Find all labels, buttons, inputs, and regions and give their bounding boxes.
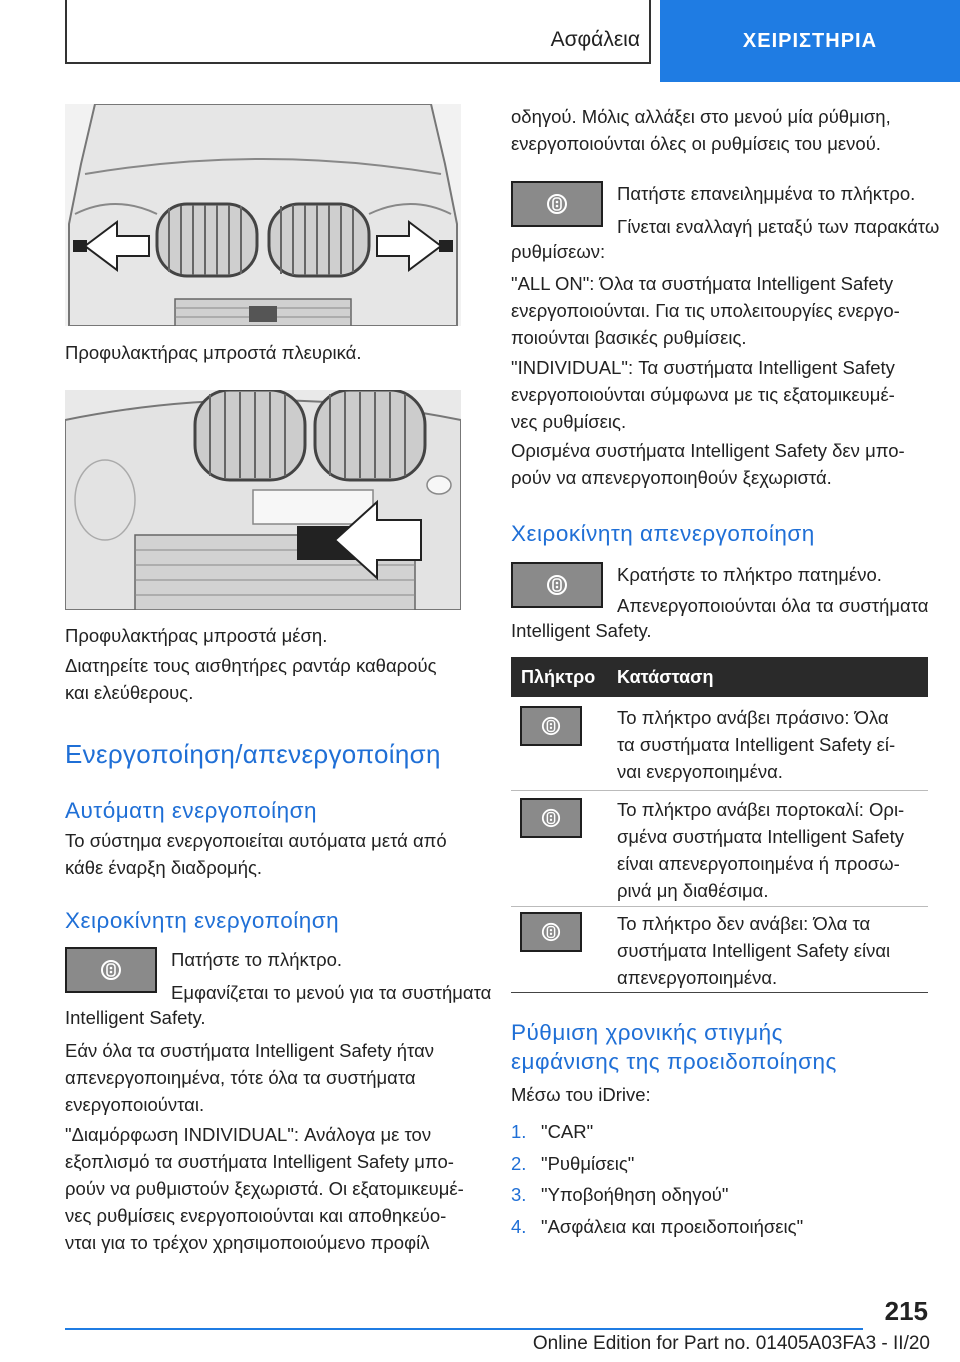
button-off-icon	[520, 912, 582, 952]
config-text-3: ρούν να ρυθμιστούν ξεχωριστά. Οι εξατομικευμέ-	[65, 1178, 464, 1199]
col-key-header: Πλήκτρο	[521, 667, 596, 687]
heading-manual-deactivation: Χειροκίνητη απενεργοποίηση	[511, 521, 815, 546]
individual-text-3: νες ρυθμίσεις.	[511, 411, 627, 432]
menu-text-2: Intelligent Safety.	[65, 1007, 206, 1028]
if-text-2: απενεργοποιημένα, τότε όλα τα συστήματα	[65, 1067, 416, 1088]
row2-text-3: είναι απενεργοποιημένα ή προσω-	[617, 853, 900, 874]
intelligent-safety-button-icon	[65, 947, 157, 993]
row2-text-2: σμένα συστήματα Intelligent Safety	[617, 826, 904, 847]
header-rule-bottom	[65, 62, 649, 64]
step-3	[511, 1181, 729, 1208]
status-table-header	[511, 657, 928, 697]
chapter-tab[interactable]: ΧΕΙΡΙΣΤΗΡΙΑ	[660, 0, 960, 82]
header-rule-left	[65, 0, 67, 64]
cont-text-1: οδηγού. Μόλις αλλάξει στο μενού μία ρύθμιση,	[511, 106, 891, 127]
step-number: 1.	[511, 1121, 527, 1142]
keep-clean-text-1: Διατηρείτε τους αισθητήρες ραντάρ καθαρούς	[65, 655, 437, 676]
intelligent-safety-button-icon	[511, 562, 603, 608]
step-2	[511, 1150, 635, 1177]
menu-text-1: Εμφανίζεται το μενού για τα συστήματα	[171, 982, 492, 1003]
row2-text-1: Το πλήκτρο ανάβει πορτοκαλί: Ορι-	[617, 799, 905, 820]
row2-text-4: ρινά μη διαθέσιμα.	[617, 880, 769, 901]
keep-clean-text-2: και ελεύθερους.	[65, 682, 194, 703]
step-number: 4.	[511, 1216, 527, 1237]
config-text-2: εξοπλισμό τα συστήματα Intelligent Safety μπο-	[65, 1151, 454, 1172]
deact-text-2: Intelligent Safety.	[511, 620, 652, 641]
cont-text-2: ενεργοποιούνται όλες οι ρυθμίσεις του μενού.	[511, 133, 881, 154]
row-separator	[511, 790, 928, 791]
section-title: Ασφάλεια	[550, 28, 640, 51]
switch-text-2: ρυθμίσεων:	[511, 241, 606, 262]
if-text-1: Εάν όλα τα συστήματα Intelligent Safety ήταν	[65, 1040, 435, 1061]
allon-text-1: "ALL ON": Όλα τα συστήματα Intelligent Safety	[511, 273, 894, 294]
if-text-3: ενεργοποιούνται.	[65, 1094, 205, 1115]
step-number: 3.	[511, 1184, 527, 1205]
step-text: "Ασφάλεια και προειδοποιήσεις"	[541, 1216, 804, 1237]
auto-text-1: Το σύστημα ενεργοποιείται αυτόματα μετά από	[65, 830, 447, 851]
row1-text-2: τα συστήματα Intelligent Safety εί-	[617, 734, 896, 755]
button-green-icon	[520, 706, 582, 746]
allon-text-2: ενεργοποιούνται. Για τις υπολειτουργίες ενεργο-	[511, 300, 900, 321]
page-number: 215	[884, 1296, 928, 1326]
press-text: Πατήστε το πλήκτρο.	[171, 949, 343, 970]
row1-text-3: ναι ενεργοποιημένα.	[617, 761, 783, 782]
row3-text-3: απενεργοποιημένα.	[617, 967, 778, 988]
heading-manual-activation: Χειροκίνητη ενεργοποίηση	[65, 908, 340, 933]
allon-text-3: ποιούνται βασικές ρυθμίσεις.	[511, 327, 747, 348]
step-1	[511, 1118, 594, 1145]
via-idrive-text: Μέσω του iDrive:	[511, 1084, 651, 1105]
step-text: "CAR"	[541, 1121, 594, 1142]
individual-text-2: ενεργοποιούνται σύμφωνα με τις εξατομικευμέ-	[511, 384, 895, 405]
step-text: "Υποβοήθηση οδηγού"	[541, 1184, 729, 1205]
individual-text-1: "INDIVIDUAL": Τα συστήματα Intelligent Safety	[511, 357, 895, 378]
heading-warning-time-2: εμφάνισης της προειδοποίησης	[511, 1049, 837, 1074]
heading-activation: Ενεργοποίηση/απενεργοποίηση	[65, 739, 441, 769]
row3-text-2: συστήματα Intelligent Safety είναι	[617, 940, 891, 961]
config-text-4: νες ρυθμίσεις ενεργοποιούνται και αποθηκεύο-	[65, 1205, 447, 1226]
step-number: 2.	[511, 1153, 527, 1174]
row-separator	[511, 906, 928, 907]
button-orange-icon	[520, 798, 582, 838]
step-4	[511, 1213, 804, 1240]
bumper-middle-image	[65, 390, 461, 610]
hold-text: Κρατήστε το πλήκτρο πατημένο.	[617, 564, 882, 585]
heading-warning-time-1: Ρύθμιση χρονικής στιγμής	[511, 1020, 784, 1045]
switch-text-1: Γίνεται εναλλαγή μεταξύ των παρακάτω	[617, 216, 940, 237]
heading-auto-activation: Αυτόματη ενεργοποίηση	[65, 798, 318, 823]
intelligent-safety-button-icon	[511, 181, 603, 227]
some-text-1: Ορισμένα συστήματα Intelligent Safety δεν μπο-	[511, 440, 905, 461]
config-text-5: νται για το τρέχον χρησιμοποιούμενο προφίλ	[65, 1232, 430, 1253]
header-rule-right	[649, 0, 651, 64]
table-bottom-rule	[511, 992, 928, 993]
press-repeat-text: Πατήστε επανειλημμένα το πλήκτρο.	[617, 183, 916, 204]
row3-text-1: Το πλήκτρο δεν ανάβει: Όλα τα	[617, 913, 871, 934]
auto-text-2: κάθε έναρξη διαδρομής.	[65, 857, 263, 878]
step-text: "Ρυθμίσεις"	[541, 1153, 635, 1174]
deact-text-1: Απενεργοποιούνται όλα τα συστήματα	[617, 595, 929, 616]
col-status-header: Κατάσταση	[617, 667, 714, 687]
caption-side: Προφυλακτήρας μπροστά πλευρικά.	[65, 342, 362, 363]
config-text-1: "Διαμόρφωση INDIVIDUAL": Ανάλογα με τον	[65, 1124, 432, 1145]
bumper-side-image	[65, 104, 461, 326]
caption-middle: Προφυλακτήρας μπροστά μέση.	[65, 625, 328, 646]
edition-text: Online Edition for Part no. 01405A03FA3 - II/20	[532, 1333, 930, 1354]
footer-rule	[65, 1328, 863, 1330]
some-text-2: ρούν να απενεργοποιηθούν ξεχωριστά.	[511, 467, 832, 488]
row1-text-1: Το πλήκτρο ανάβει πράσινο: Όλα	[617, 707, 889, 728]
